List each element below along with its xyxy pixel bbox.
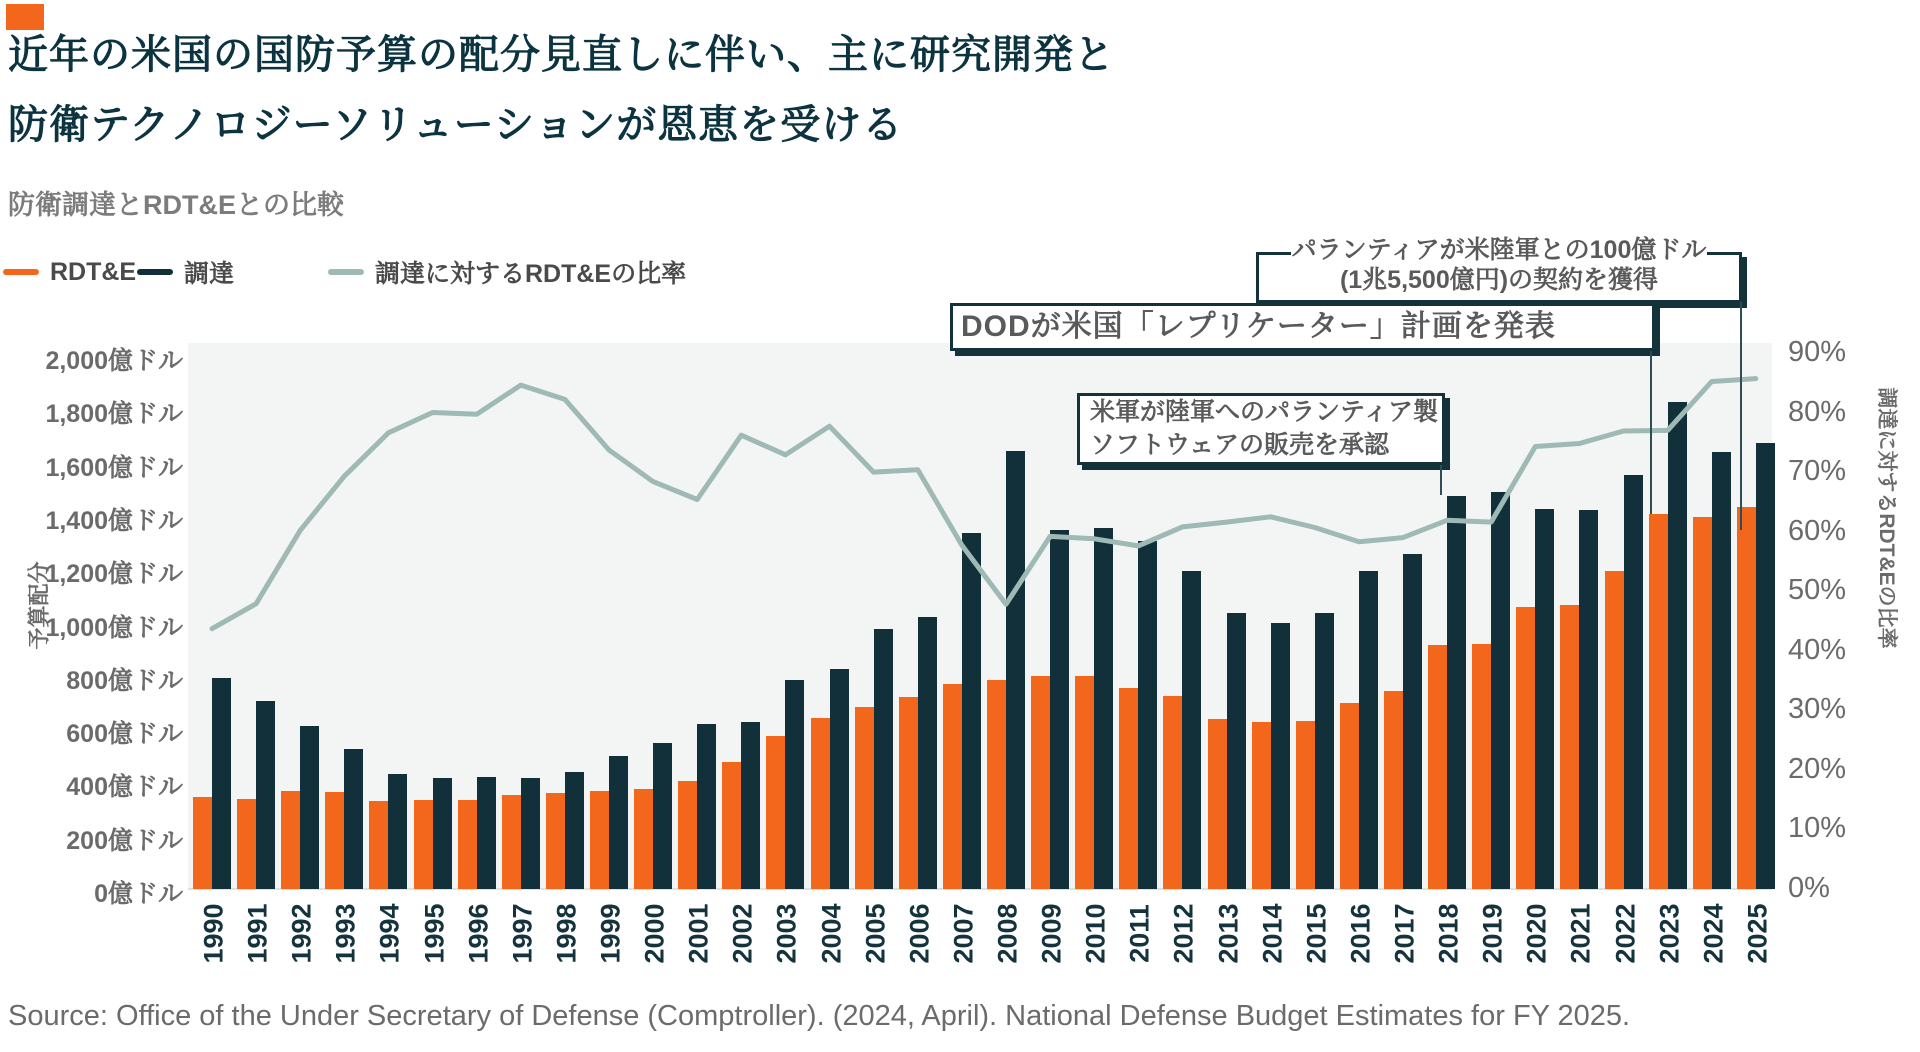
callout-pointer-2025 xyxy=(1740,302,1742,530)
x-axis-year-label: 2006 xyxy=(904,903,935,964)
bar-procurement xyxy=(1491,492,1510,889)
x-axis-year-label: 2024 xyxy=(1698,903,1729,964)
chart-subtitle: 防衛調達とRDT&Eとの比較 xyxy=(8,190,344,220)
x-axis-year-label: 2005 xyxy=(860,903,891,964)
bar-procurement xyxy=(565,772,584,889)
bar-rdte xyxy=(1605,571,1624,889)
bar-rdte xyxy=(414,800,433,889)
bar-rdte xyxy=(1737,507,1756,889)
callout-army-approval xyxy=(1077,393,1445,465)
bar-procurement xyxy=(1447,496,1466,889)
bar-procurement xyxy=(962,533,981,889)
x-axis-year-label: 2000 xyxy=(639,903,670,964)
callout-palantir-contract xyxy=(1256,236,1742,303)
bar-procurement xyxy=(874,629,893,889)
x-axis-year-label: 1990 xyxy=(198,903,229,964)
x-axis-year-label: 2001 xyxy=(683,903,714,964)
bar-procurement xyxy=(521,778,540,889)
bar-rdte xyxy=(1472,644,1491,889)
legend-item-procurement xyxy=(137,258,234,286)
bar-procurement xyxy=(653,743,672,889)
x-axis-year-label: 1995 xyxy=(419,903,450,964)
bar-procurement xyxy=(1094,528,1113,889)
bar-procurement xyxy=(477,777,496,889)
x-axis-year-label: 2019 xyxy=(1477,903,1508,964)
bar-procurement xyxy=(1359,571,1378,889)
x-axis-year-label: 2014 xyxy=(1257,903,1288,964)
bar-rdte xyxy=(281,791,300,889)
bar-rdte xyxy=(502,795,521,889)
page-title-line1: 近年の米国の国防予算の配分見直しに伴い、主に研究開発と xyxy=(8,33,1115,77)
x-axis-year-label: 2007 xyxy=(948,903,979,964)
legend-label-ratio: 調達に対するRDT&Eの比率 xyxy=(375,260,687,288)
bar-rdte xyxy=(1163,696,1182,889)
x-axis-year-label: 2018 xyxy=(1433,903,1464,964)
x-axis-year-label: 2017 xyxy=(1389,903,1420,964)
callout-pointer-2018 xyxy=(1440,465,1442,495)
bar-rdte xyxy=(1428,645,1447,889)
bar-rdte xyxy=(1693,517,1712,889)
bar-procurement xyxy=(1668,402,1687,889)
x-axis-year-label: 1996 xyxy=(463,903,494,964)
right-axis-tick: 90% xyxy=(1788,335,1847,368)
left-axis-tick: 400億ドル xyxy=(66,773,183,802)
x-axis-year-label: 1998 xyxy=(551,903,582,964)
bar-procurement xyxy=(741,722,760,889)
right-axis-tick: 10% xyxy=(1788,812,1847,845)
bar-procurement xyxy=(697,724,716,889)
legend-item-ratio xyxy=(328,258,686,286)
bar-procurement xyxy=(1624,475,1643,889)
page-title xyxy=(8,20,1115,160)
right-axis-tick: 40% xyxy=(1788,633,1847,666)
bar-procurement xyxy=(1756,443,1775,889)
right-axis-title: 調達に対するRDT&Eの比率 xyxy=(1875,387,1898,649)
bar-rdte xyxy=(1516,607,1535,889)
bar-procurement xyxy=(1712,452,1731,889)
x-axis-year-label: 1992 xyxy=(286,903,317,964)
bar-rdte xyxy=(634,789,653,889)
left-axis-tick: 1,400億ドル xyxy=(45,506,183,535)
right-axis-tick: 30% xyxy=(1788,693,1847,726)
bar-procurement xyxy=(1315,613,1334,889)
left-axis-tick: 1,800億ドル xyxy=(45,400,183,429)
bar-procurement xyxy=(256,701,275,889)
x-axis-year-label: 2011 xyxy=(1124,904,1155,963)
bar-procurement xyxy=(1227,613,1246,889)
legend-item-rdte xyxy=(3,258,136,286)
x-axis-year-label: 2025 xyxy=(1742,903,1773,964)
bar-rdte xyxy=(1252,722,1271,889)
bar-procurement xyxy=(1182,571,1201,889)
callout-palantir-line1: パランティアが米陸軍との100億ドル xyxy=(1291,236,1707,264)
bar-rdte xyxy=(1296,721,1315,889)
x-axis-year-label: 2012 xyxy=(1168,903,1199,964)
bar-rdte xyxy=(811,718,830,889)
left-axis-tick: 600億ドル xyxy=(66,720,183,749)
bar-procurement xyxy=(1050,530,1069,889)
x-axis-year-label: 2010 xyxy=(1080,903,1111,964)
bar-procurement xyxy=(433,778,452,889)
x-axis-year-label: 2009 xyxy=(1036,903,1067,964)
bar-rdte xyxy=(1075,676,1094,889)
left-axis-tick: 800億ドル xyxy=(66,666,183,695)
procurement-line-swatch-icon xyxy=(137,269,173,275)
source-text: Source: Office of the Under Secretary of Defense (Comptroller). (2024, April). National Defense Budget Estimates for FY 2025. xyxy=(8,1000,1631,1032)
bar-rdte xyxy=(1560,605,1579,889)
x-axis-year-label: 2004 xyxy=(816,903,847,964)
x-axis-year-label: 2002 xyxy=(727,903,758,964)
bar-rdte xyxy=(722,762,741,889)
right-axis-tick: 50% xyxy=(1788,574,1847,607)
x-axis-year-label: 1994 xyxy=(374,903,405,964)
legend-label-rdte: RDT&E xyxy=(50,257,137,286)
x-axis-year-label: 1999 xyxy=(595,903,626,964)
ratio-line-swatch-icon xyxy=(328,269,364,275)
right-axis-tick: 70% xyxy=(1788,455,1847,488)
right-axis-tick: 60% xyxy=(1788,514,1847,547)
x-axis-year-label: 1991 xyxy=(242,903,273,964)
x-axis-year-label: 1993 xyxy=(330,903,361,964)
bar-rdte xyxy=(1649,514,1668,889)
bar-procurement xyxy=(1006,451,1025,889)
left-axis-tick: 1,600億ドル xyxy=(45,453,183,482)
callout-replicator: DODが米国「レプリケーター」計画を発表 xyxy=(950,303,1655,351)
bar-rdte xyxy=(193,797,212,889)
x-axis-year-label: 2022 xyxy=(1610,903,1641,964)
bar-rdte xyxy=(237,799,256,889)
bar-rdte xyxy=(369,801,388,889)
bar-rdte xyxy=(678,781,697,889)
x-axis-year-label: 1997 xyxy=(507,903,538,964)
bar-rdte xyxy=(458,800,477,889)
x-axis-year-label: 2008 xyxy=(992,903,1023,964)
left-axis-tick: 200億ドル xyxy=(66,826,183,855)
x-axis-year-label: 2021 xyxy=(1565,903,1596,964)
bar-rdte xyxy=(1384,691,1403,889)
right-axis-tick: 80% xyxy=(1788,395,1847,428)
right-axis-tick: 0% xyxy=(1788,872,1830,904)
bar-rdte xyxy=(325,792,344,889)
x-axis-year-label: 2020 xyxy=(1521,903,1552,964)
bar-procurement xyxy=(609,756,628,889)
bar-procurement xyxy=(1403,554,1422,889)
bar-rdte xyxy=(1208,719,1227,889)
left-axis-tick: 2,000億ドル xyxy=(45,347,183,375)
bar-procurement xyxy=(212,678,231,889)
bar-rdte xyxy=(1119,688,1138,889)
bar-procurement xyxy=(344,749,363,889)
bar-rdte xyxy=(1340,703,1359,889)
bar-rdte xyxy=(987,680,1006,889)
bar-procurement xyxy=(388,774,407,889)
bar-procurement xyxy=(785,680,804,889)
legend-label-procurement: 調達 xyxy=(184,260,235,288)
left-axis-tick: 1,000億ドル xyxy=(45,613,183,642)
x-axis-year-label: 2003 xyxy=(771,903,802,964)
rdte-line-swatch-icon xyxy=(3,269,39,275)
bar-procurement xyxy=(918,617,937,889)
bar-rdte xyxy=(546,793,565,889)
bar-procurement xyxy=(1271,623,1290,890)
bar-rdte xyxy=(766,736,785,889)
right-axis-tick: 20% xyxy=(1788,752,1847,785)
left-axis-tick: 1,200億ドル xyxy=(45,560,183,589)
bar-procurement xyxy=(1535,509,1554,889)
callout-army-line1: 米軍が陸軍へのパランティア製 xyxy=(1090,398,1439,426)
bar-procurement xyxy=(830,669,849,889)
bar-rdte xyxy=(590,791,609,889)
bar-rdte xyxy=(855,707,874,889)
bar-rdte xyxy=(943,684,962,889)
callout-army-line2: ソフトウェアの販売を承認 xyxy=(1090,431,1390,459)
bar-rdte xyxy=(899,697,918,889)
bar-rdte xyxy=(1031,676,1050,889)
callout-pointer-2023 xyxy=(1650,351,1652,514)
x-axis-year-label: 2015 xyxy=(1301,903,1332,964)
page-title-line2: 防衛テクノロジーソリューションが恩恵を受ける xyxy=(8,103,904,147)
callout-palantir-line2: (1兆5,500億円)の契約を獲得 xyxy=(1339,266,1659,294)
x-axis-year-label: 2016 xyxy=(1345,903,1376,964)
left-axis-title: 予算配分 xyxy=(26,561,52,650)
left-axis-tick: 0億ドル xyxy=(94,880,183,908)
x-axis-year-label: 2013 xyxy=(1213,903,1244,964)
bar-procurement xyxy=(1579,510,1598,889)
bar-procurement xyxy=(1138,541,1157,889)
bar-procurement xyxy=(300,726,319,889)
x-axis-year-label: 2023 xyxy=(1654,903,1685,964)
